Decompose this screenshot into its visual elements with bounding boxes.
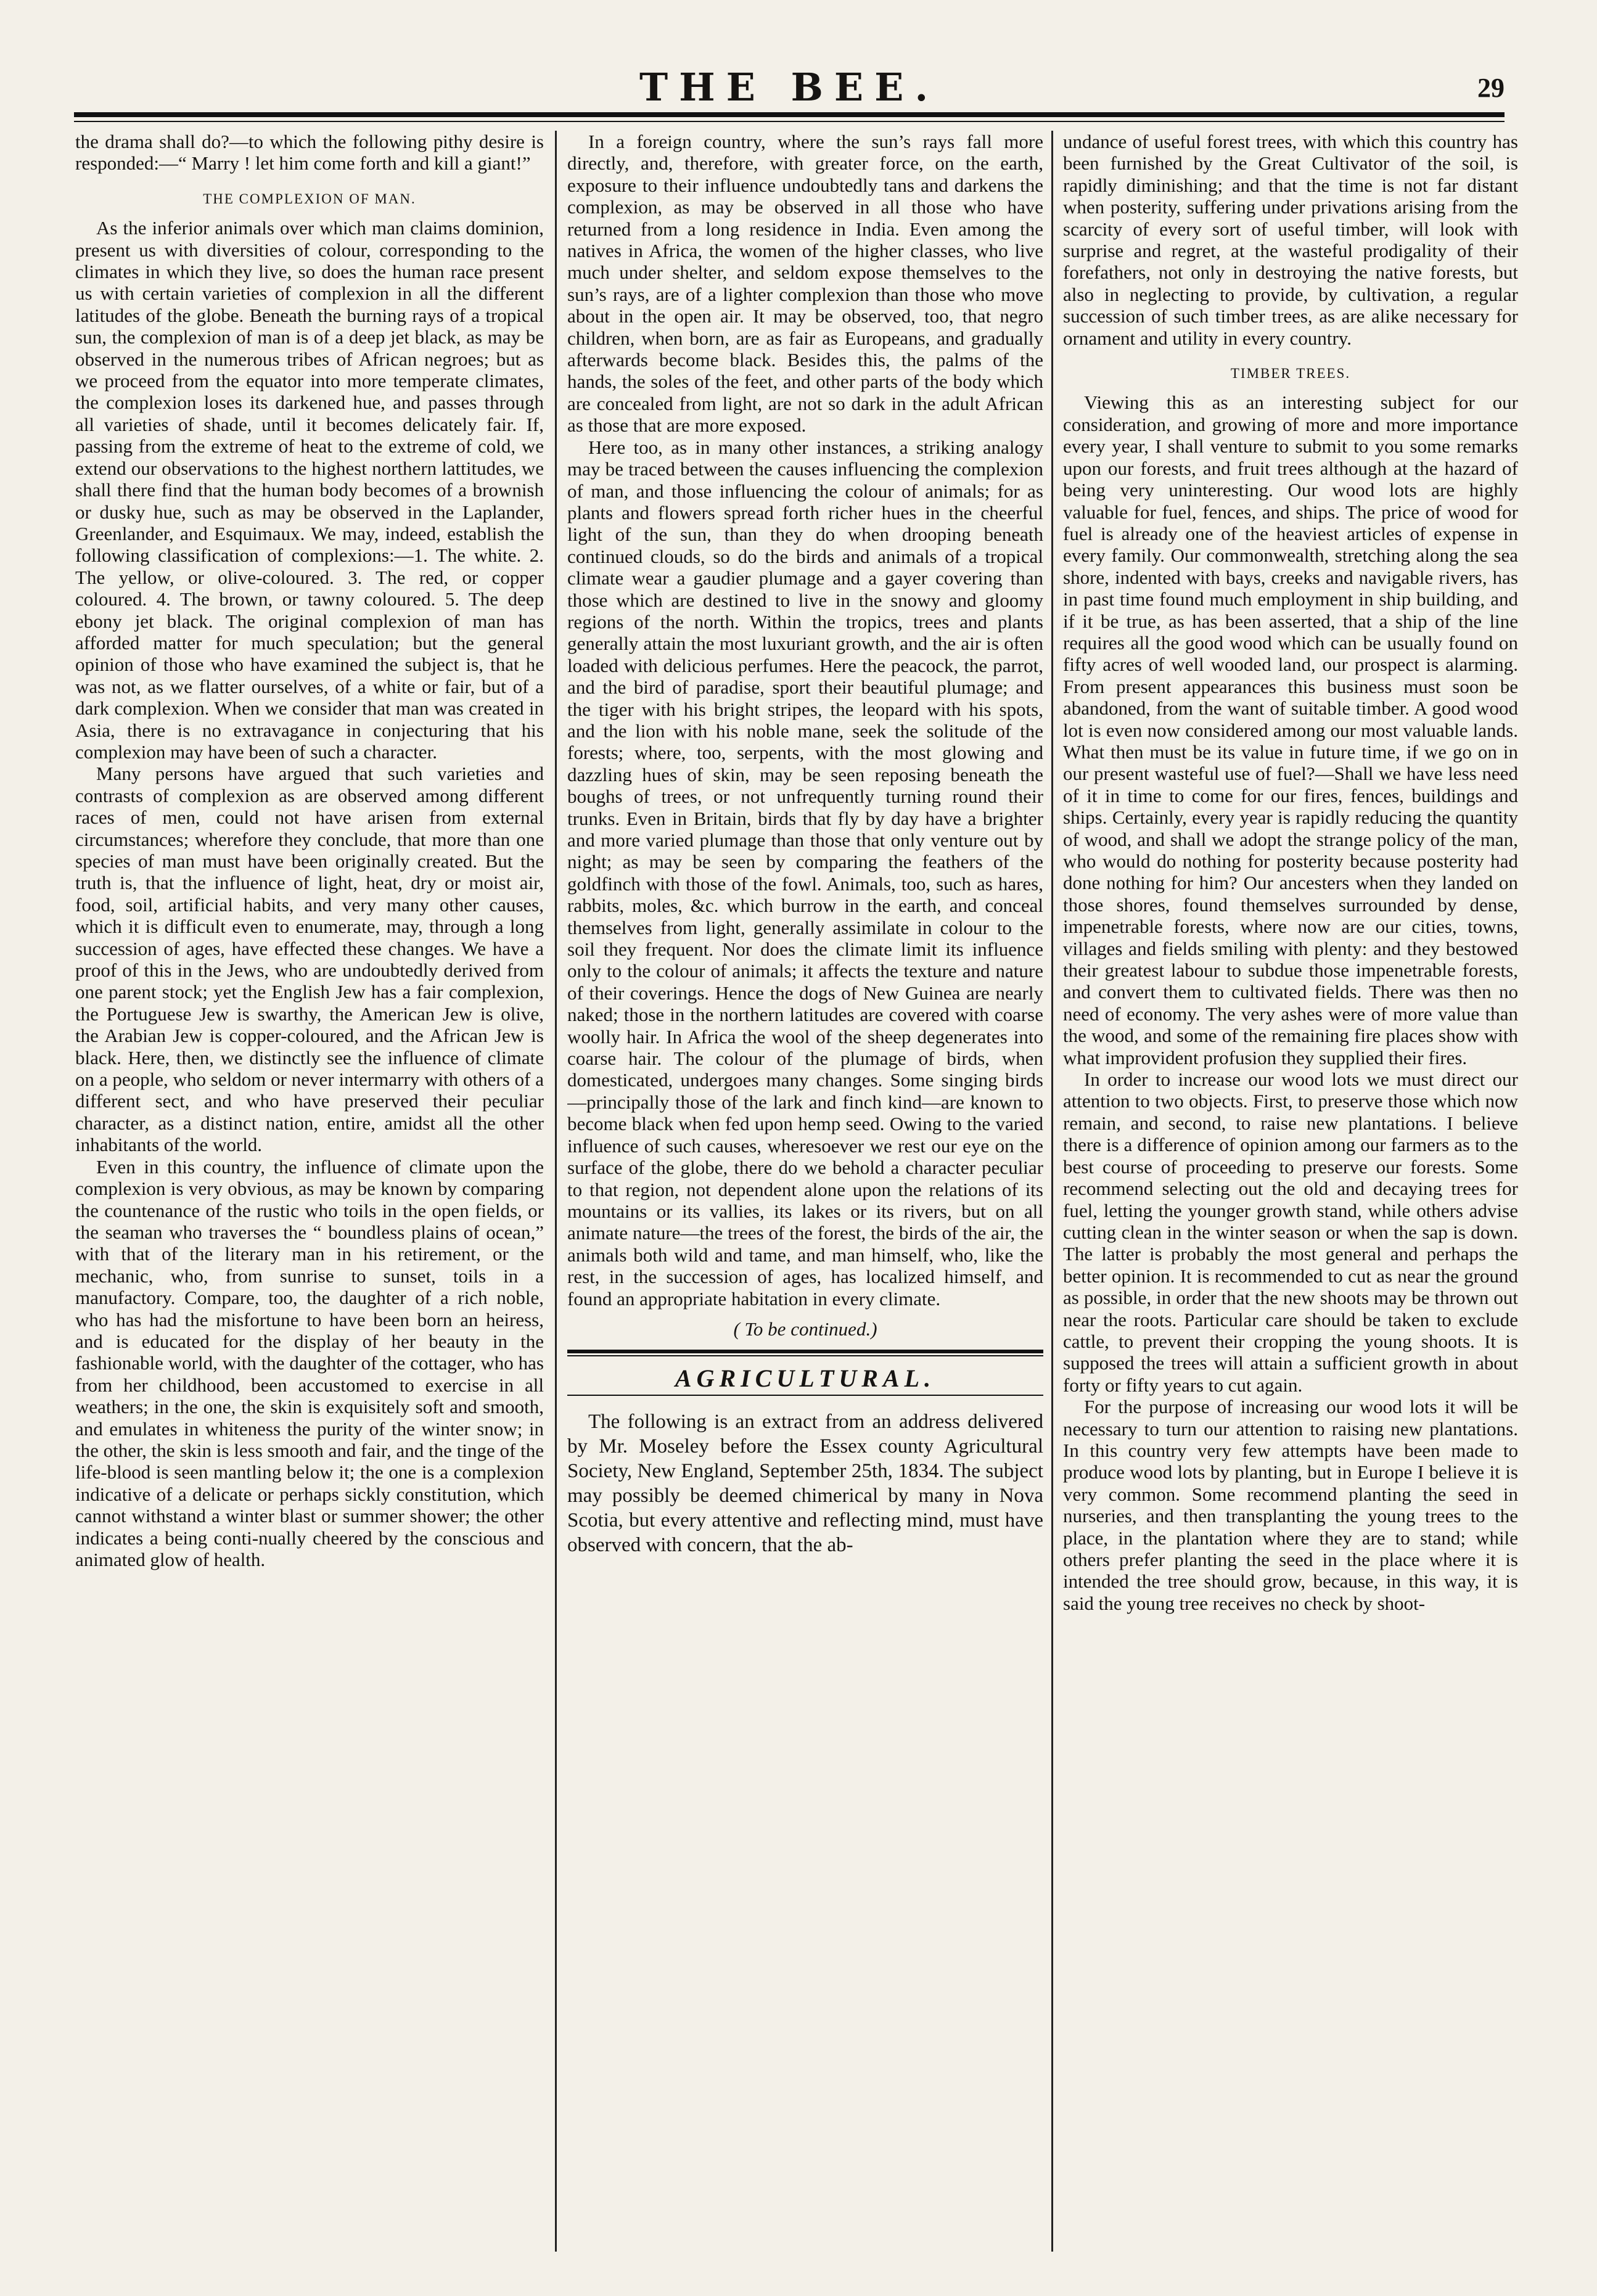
article-paragraph: Many persons have argued that such varieties and contrasts of complexion as are observed among different races of men, could not have arisen from external circumstances; wherefore they conclude, that more than one species of man must have been originally created. But the truth is, that the influence of light, heat, dry or moist air, food, soil, artificial habits, and very many other causes, which it is difficult even to enumerate, may, through a long succession of ages, have effected these changes. We have a proof of this in the Jews, who are undoubtedly derived from one parent stock; yet the English Jew has a fair complexion, the Portuguese Jew is swarthy, the American Jew is olive, the Arabian Jew is copper-coloured, and the African Jew is black. Here, then, we distinctly see the influence of climate on a people, who seldom or never intermarry with others of a different sect, and who have preserved their peculiar character, as a distinct nation, entire, amidst all the other inhabitants of the world. xyxy=(75,763,544,1156)
column-3 xyxy=(1063,131,1518,2264)
column-2 xyxy=(567,131,1043,2264)
masthead-rule-thick xyxy=(74,112,1505,117)
section-heading-agricultural: AGRICULTURAL. xyxy=(675,1364,936,1393)
masthead-rule-thin xyxy=(74,121,1505,122)
masthead xyxy=(74,65,1505,108)
column-divider-1 xyxy=(555,131,557,2252)
article-paragraph: Even in this country, the influence of climate upon the complexion is very obvious, as may be known by comparing the countenance of the rustic who toils in the open fields, or the seaman who traverses the “ boundless plains of ocean,” with that of the literary man in his retirement, or the mechanic, who, from sunrise to sunset, toils in a manufactory. Compare, too, the daughter of a rich noble, who has had the misfortune to have been born an heiress, and is educated for the display of her beauty in the fashionable world, with the daughter of the cottager, who has from her childhood, been accustomed to exercise in all weathers; in the one, the skin is exquisitely soft and smooth, and emulates in whiteness the purity of the winter snow; in the other, the skin is less smooth and fair, and the tinge of the life-blood is seen mantling below it; the one is a complexion indicative of a delicate or perhaps sickly constitution, which cannot withstand a winter blast or summer shower; the other indicates a being conti-nually cheered by the conscious and animated glow of health. xyxy=(75,1155,544,1570)
article-heading-complexion: THE COMPLEXION OF MAN. xyxy=(203,191,416,207)
article-heading-timber-trees: TIMBER TREES. xyxy=(1230,366,1351,382)
article-paragraph: For the purpose of increasing our wood lots it will be necessary to turn our attention to raising new plantations. In this country very few attempts have been made to produce wood lots by planting, but in Europe I believe it is very common. Some recommend planting the seed in nurseries, and then transplanting the young trees to the place, in the plantation where they are to stand; while others prefer planting the seed in the place where it is intended the tree should grow, because, in this way, it is said the young tree receives no check by shoot- xyxy=(1063,1396,1518,1614)
address-intro: The following is an extract from an address delivered by Mr. Moseley before the Essex county Agricultural Society, New England, September 25th, 1834. The subject may possibly be deemed chimerical by many in Nova Scotia, but every attentive and reflecting mind, must have observed with concern, that the ab- xyxy=(567,1410,1043,1556)
section-rule-below xyxy=(567,1395,1043,1396)
column1-intro: the drama shall do?—to which the following pithy desire is responded:—“ Marry ! let him come forth and kill a giant!” xyxy=(75,131,544,174)
article-paragraph: In a foreign country, where the sun’s rays fall more directly, and, therefore, with greater force, on the earth, exposure to their influence undoubtedly tans and darkens the complexion, as may be observed in all those who have returned from a long residence in India. Even among the natives in Africa, the women of the higher classes, who live much under shelter, and seldom expose themselves to the sun’s rays, are of a lighter complexion than those who move about in the open air. It may be observed, too, that negro children, when born, are as fair as Europeans, and gradually afterwards become black. Besides this, the palms of the hands, the soles of the feet, and other parts of the body which are concealed from light, are not so dark in the adult African as those that are more exposed. xyxy=(567,131,1043,437)
section-rule-thin xyxy=(567,1355,1043,1356)
article-paragraph: Viewing this as an interesting subject for our consideration, and growing of more and more importance every year, I shall venture to submit to you some remarks upon our forests, and fruit trees although at the hazard of being very uninteresting. Our wood lots are highly valuable for fuel, fences, and ships. The price of wood for fuel is already one of the heaviest articles of expense in every family. Our commonwealth, stretching along the sea shore, indented with bays, creeks and navigable rivers, has in past time found much employment in ship building, and if it be true, as has been asserted, that a ship of the line requires all the good wood which can be usually found on fifty acres of well wooded land, our prospect is alarming. From present appearances this business must soon be abandoned, from the want of suitable timber. A good wood lot is even now considered among our most valuable lands. What then must be its value in future time, if we go on in our present wasteful use of fuel?—Shall we have less need of it in time to come for our fires, fences, buildings and ships. Certainly, every year is rapidly reducing the quantity of wood, and shall we adopt the strange policy of the man, who would do nothing for posterity because posterity had done nothing for him? Our ancesters when they landed on those shores, found themselves surrounded by dense, impenetrable forests, where now are our cities, towns, villages and fields smiling with plenty: and they bestowed their greatest labour to subdue those impenetrable forests, and convert them to cultivated fields. There was then no need of economy. The very ashes were of more value than the wood, and some of the remaining fire places show with what improvident profusion they supplied their fires. xyxy=(1063,392,1518,1068)
column3-intro: undance of useful forest trees, with which this country has been furnished by the Great Cultivator of the soil, is rapidly diminishing; and that the time is not far distant when posterity, suffering under privations arising from the scarcity of every sort of useful timber, will look with surprise and regret, at the wasteful prodigality of their forefathers, not only in destroying the native forests, but also in neglecting to provide, by cultivation, a regular succession of such timber trees, as are alike necessary for ornament and utility in every country. xyxy=(1063,131,1518,349)
page-number: 29 xyxy=(1477,73,1505,103)
section-rule-thick xyxy=(567,1350,1043,1353)
column-divider-2 xyxy=(1051,131,1053,2252)
column-1 xyxy=(75,131,544,2264)
masthead-title: THE BEE. xyxy=(639,65,940,110)
article-paragraph: In order to increase our wood lots we must direct our attention to two objects. First, to preserve those which now remain, and second, to raise new plantations. I believe there is a difference of opinion among our farmers as to the best course of proceeding to preserve our forests. Some recommend selecting out the old and decaying trees for fuel, letting the younger growth stand, while others advise cutting clean in the winter season or when the sap is down. The latter is probably the most general and perhaps the better opinion. It is recommended to cut as near the ground as possible, in order that the new shoots may be thrown out near the roots. Particular care should be taken to exclude cattle, to prevent their cropping the young shoots. It is supposed the trees will attain a sufficient growth in about forty or fifty years to cut again. xyxy=(1063,1068,1518,1396)
article-paragraph: Here too, as in many other instances, a striking analogy may be traced between the causes influencing the complexion of man, and those influencing the colour of animals; for as plants and flowers spread forth richer hues in the cheerful light of the sun, than they do when drooping beneath continued clouds, so do the birds and animals of a tropical climate wear a gaudier plumage and a gayer covering than those which are destined to live in the snowy and gloomy regions of the north. Within the tropics, trees and plants generally attain the most luxuriant growth, and the air is often loaded with delicious perfumes. Here the peacock, the parrot, and the bird of paradise, sport their beautiful plumage; and the tiger with his bright stripes, the leopard with his spots, and the lion with his noble mane, seek the solitude of the forests; where, too, serpents, with the most glowing and dazzling hues of skin, may be seen reposing beneath the boughs of trees, or not unfrequently turning round their trunks. Even in Britain, birds that fly by day have a brighter and more varied plumage than those that only venture out by night; as may be seen by comparing the feathers of the goldfinch with those of the fowl. Animals, too, such as hares, rabbits, moles, &c. which burrow in the earth, and conceal themselves from light, generally assimilate in colour to the soil they frequent. Nor does the climate limit its influence only to the colour of animals; it affects the texture and nature of their coverings. Hence the dogs of New Guinea are nearly naked; those in the northern latitudes are covered with coarse woolly hair. In Africa the wool of the sheep degenerates into coarse hair. The colour of the plumage of birds, when domesticated, undergoes many changes. Some singing birds—principally those of the lark and finch kind—are known to become black when fed upon hemp seed. Owing to the varied influence of such causes, wheresoever we rest our eye on the surface of the globe, there do we behold a character peculiar to that region, not dependent alone upon the relations of its mountains or its vallies, its lakes or its rivers, but on all animate nature—the trees of the forest, the birds of the air, the animals both wild and tame, and man himself, who, like the rest, in the succession of ages, has localized himself, and found an appropriate habitation in every climate. xyxy=(567,436,1043,1310)
article-paragraph: As the inferior animals over which man claims dominion, present us with diversities of colour, corresponding to the climates in which they live, so does the human race present us with certain varieties of complexion in all the different latitudes of the globe. Beneath the burning rays of a tropical sun, the complexion of man is of a deep jet black, as may be observed in the numerous tribes of African negroes; but as we proceed from the equator into more temperate climates, the complexion loses its darkened hue, and passes through all varieties of shade, until it becomes delicately fair. If, passing from the extreme of heat to the extreme of cold, we extend our observations to the highest northern lattitudes, we shall there find that the human body becomes of a brownish or dusky hue, such as may be observed in the Laplander, Greenlander, and Esquimaux. We may, indeed, establish the following classification of complexions:—1. The white. 2. The yellow, or olive-coloured. 3. The red, or copper coloured. 4. The brown, or tawny coloured. 5. The deep ebony jet black. The original complexion of man has afforded matter for much speculation; but the general opinion of those who have examined the subject is, that he was not, as we flatter ourselves, of a white or fair, but of a dark complexion. When we consider that man was created in Asia, there is no extravagance in conjecturing that his complexion may have been of such a character. xyxy=(75,217,544,763)
to-be-continued: ( To be continued.) xyxy=(733,1318,877,1340)
